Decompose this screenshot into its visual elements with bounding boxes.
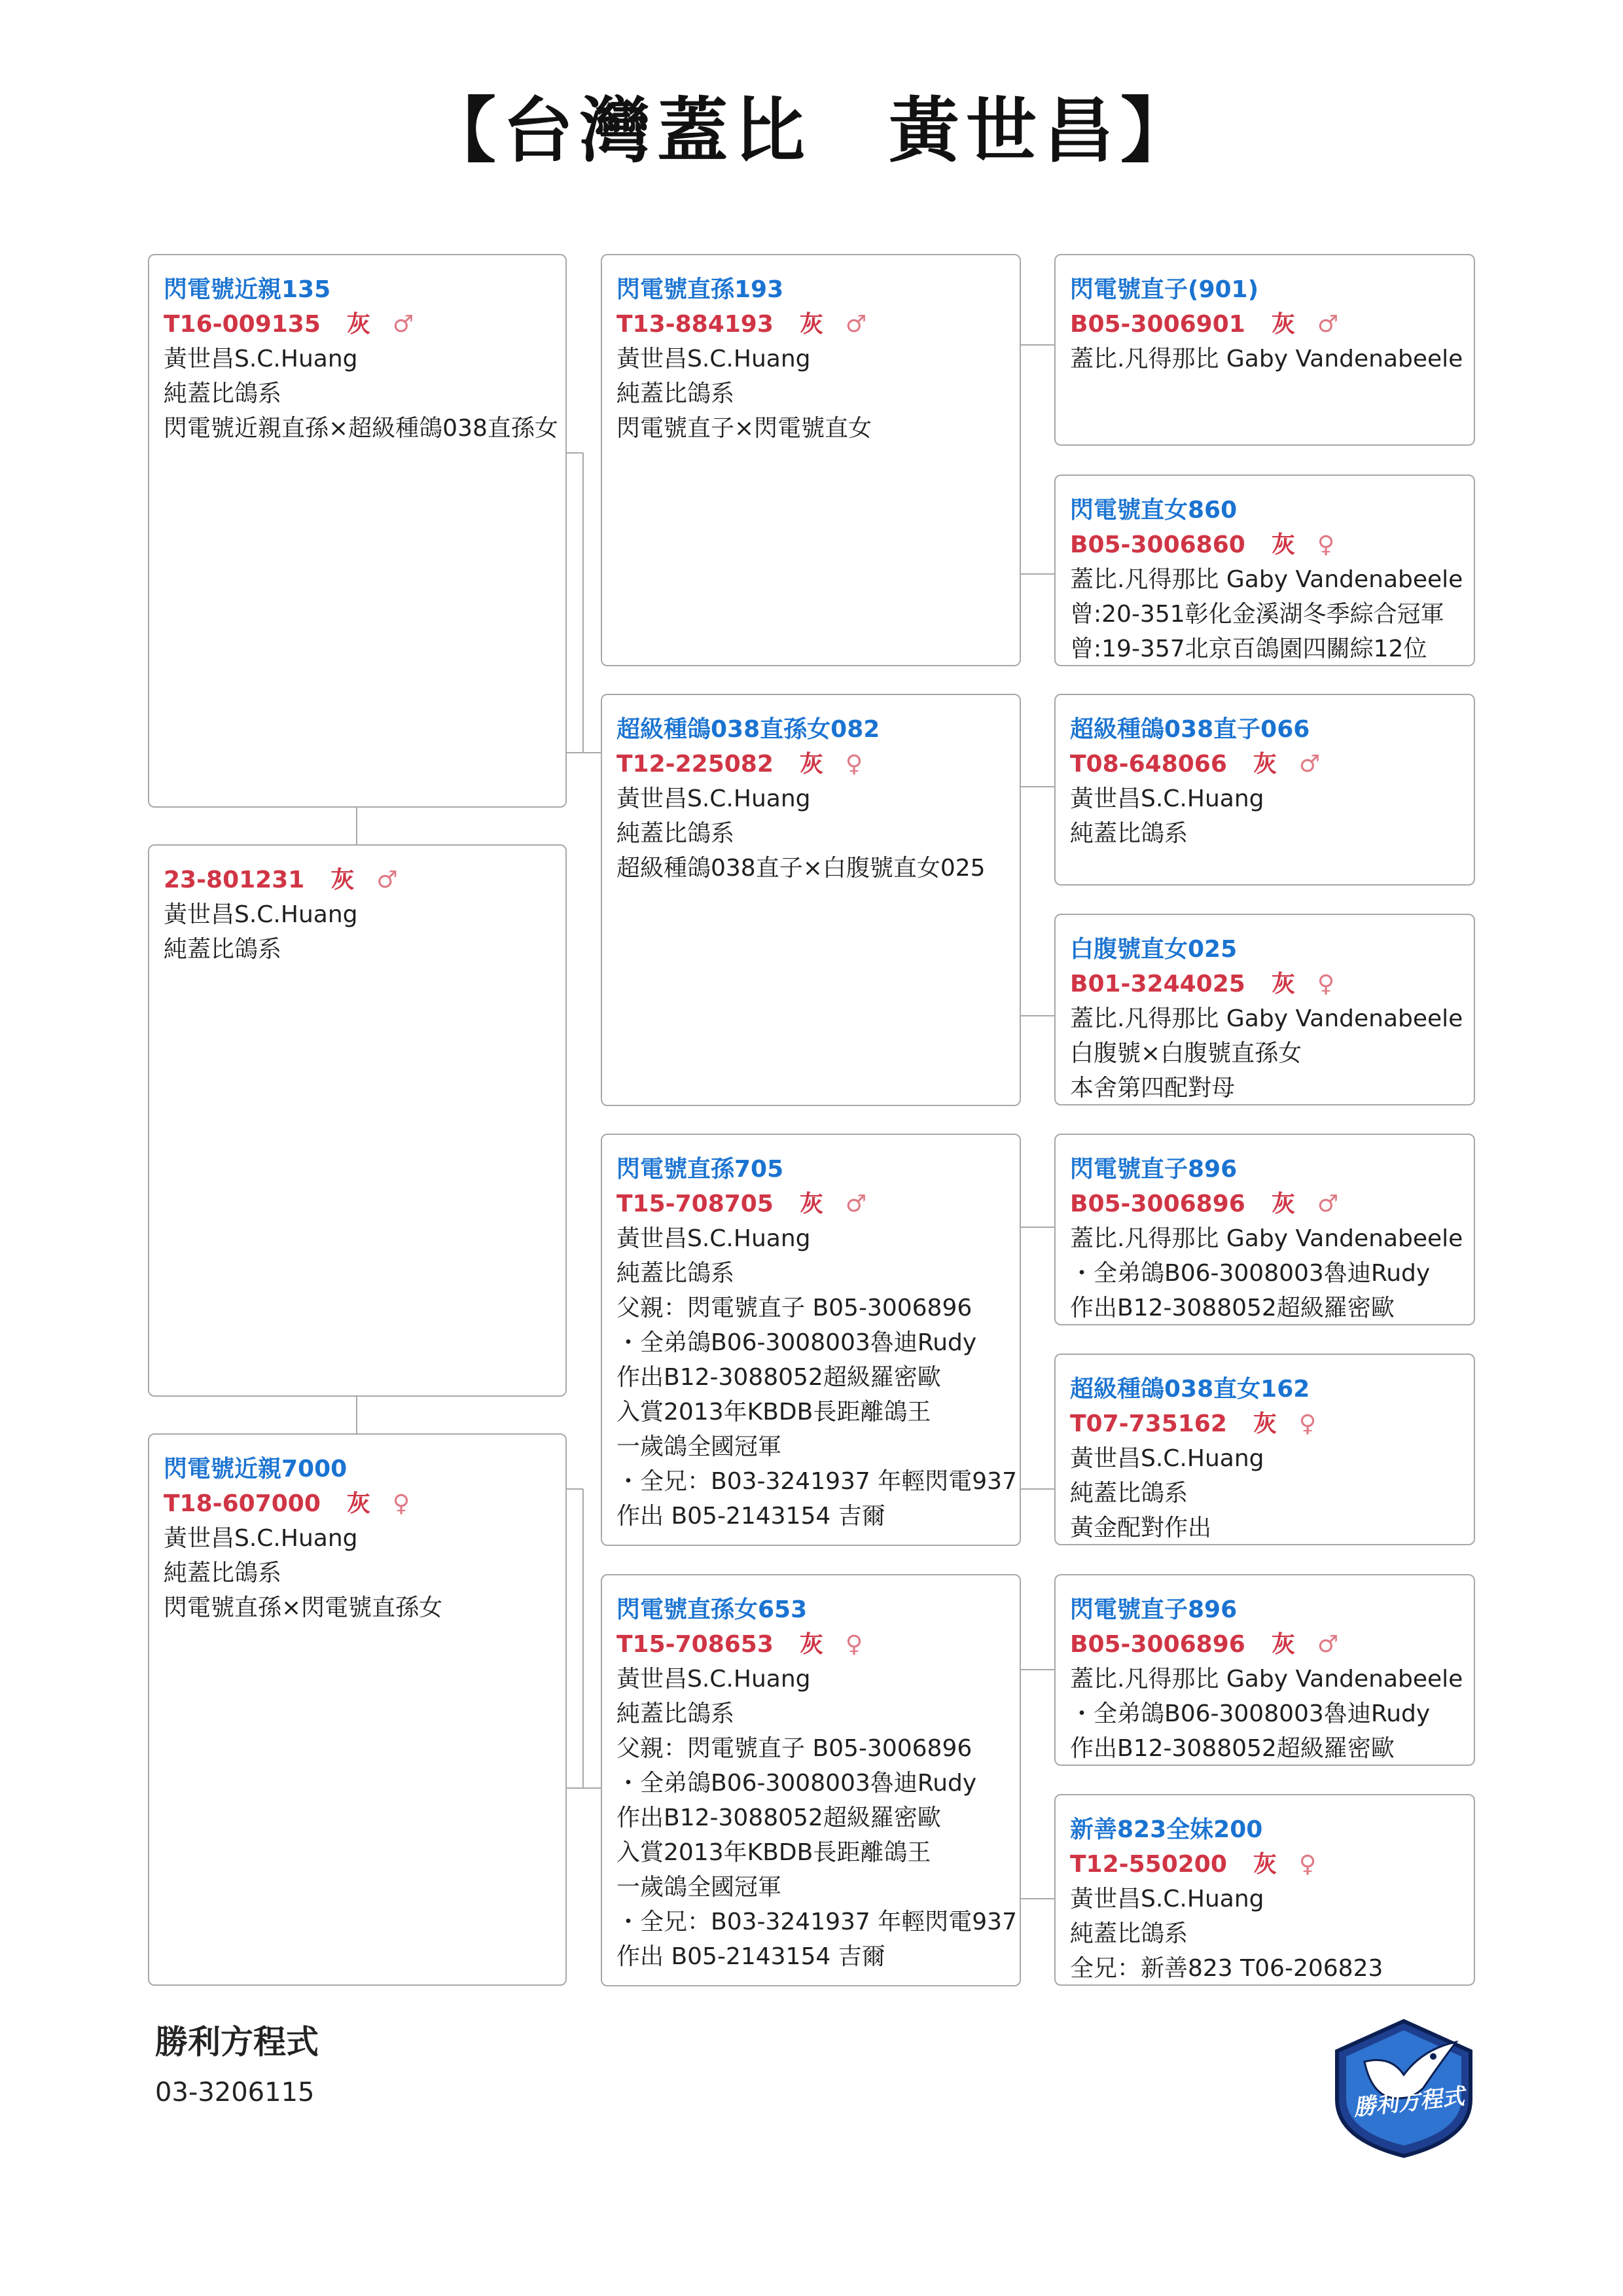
feather-color: 灰 [799, 311, 823, 338]
pigeon-info-line: ・全弟鴿B06-3008003魯迪Rudy [1070, 1260, 1431, 1287]
pigeon-info-line: 閃電號直子×閃電號直女 [616, 415, 872, 442]
pigeon-name: 閃電號近親7000 [164, 1456, 348, 1482]
pigeon-info-line: ・全弟鴿B06-3008003魯迪Rudy [616, 1329, 977, 1356]
pigeon-info-line: ・全兄：B03-3241937 年輕閃電937 [616, 1909, 1017, 1935]
pigeon-info-line: 黃世昌S.C.Huang [616, 346, 811, 372]
pigeon-info-line: 本舍第四配對母 [1070, 1075, 1236, 1102]
pigeon-info-line: 作出 B05-2143154 吉爾 [616, 1503, 885, 1530]
pigeon-info-line: 黃金配對作出 [1070, 1515, 1212, 1541]
feather-color: 灰 [1253, 1851, 1277, 1878]
pigeon-info-line: 曾:19-357北京百鴿園四關綜12位 [1070, 636, 1427, 662]
pigeon-info-line: 純蓋比鴿系 [1070, 820, 1188, 847]
ring-number: T13-884193 [616, 311, 774, 338]
pigeon-name: 超級種鴿038直女162 [1070, 1376, 1310, 1403]
pigeon-info-line: 蓋比.凡得那比 Gaby Vandenabeele [1070, 566, 1463, 593]
ring-number: 23-801231 [164, 867, 305, 893]
pigeon-card-g2-1 [601, 254, 1021, 666]
pigeon-info-line: 一歲鴿全國冠軍 [616, 1433, 782, 1460]
feather-color: 灰 [1271, 311, 1295, 338]
pigeon-card-g3-6 [1054, 1354, 1475, 1545]
feather-color: 灰 [330, 867, 355, 893]
ring-number: T12-550200 [1070, 1851, 1227, 1878]
female-icon: ♀ [845, 1631, 863, 1658]
pigeon-info-line: 蓋比.凡得那比 Gaby Vandenabeele [1070, 1225, 1463, 1252]
pigeon-card-g2-4 [601, 1574, 1021, 1986]
pigeon-name: 超級種鴿038直孫女082 [616, 716, 880, 743]
pigeon-card-g3-4 [1054, 914, 1475, 1105]
ring-number: B01-3244025 [1070, 971, 1245, 997]
pigeon-info-line: 蓋比.凡得那比 Gaby Vandenabeele [1070, 1005, 1463, 1032]
male-icon: ♂ [1298, 751, 1321, 778]
pigeon-info-line: 作出B12-3088052超級羅密歐 [616, 1364, 941, 1391]
pigeon-info-line: 一歲鴿全國冠軍 [616, 1874, 782, 1901]
pigeon-info-line: 蓋比.凡得那比 Gaby Vandenabeele [1070, 1666, 1463, 1693]
female-icon: ♀ [845, 751, 863, 778]
pigeon-card-dam [148, 1433, 567, 1986]
ring-number: T18-607000 [164, 1490, 321, 1517]
ring-line [616, 747, 1005, 781]
pigeon-info-line: 閃電號近親直孫×超級種鴿038直孫女 [164, 415, 558, 442]
pigeon-name: 閃電號直子896 [1070, 1596, 1238, 1623]
ring-number: T07-735162 [1070, 1410, 1227, 1437]
pigeon-name: 超級種鴿038直子066 [1070, 716, 1310, 743]
feather-color: 灰 [799, 751, 823, 778]
pigeon-info-line: 純蓋比鴿系 [616, 820, 735, 847]
ring-number: T16-009135 [164, 311, 321, 338]
pigeon-info-line: 黃世昌S.C.Huang [164, 346, 358, 372]
pigeon-card-g3-1 [1054, 254, 1475, 446]
pigeon-info-line: 作出B12-3088052超級羅密歐 [616, 1804, 941, 1831]
ring-line [164, 307, 551, 342]
ring-line [616, 1187, 1005, 1221]
ring-line [164, 863, 551, 897]
ring-number: T12-225082 [616, 751, 774, 778]
female-icon: ♀ [1298, 1851, 1317, 1878]
pigeon-info-line: 黃世昌S.C.Huang [1070, 785, 1264, 812]
male-icon: ♂ [1317, 1631, 1339, 1658]
ring-number: T08-648066 [1070, 751, 1227, 778]
pigeon-card-g3-5 [1054, 1134, 1475, 1325]
pigeon-info-line: 純蓋比鴿系 [164, 1560, 282, 1587]
footer-phone: 03-3206115 [155, 2077, 315, 2108]
ring-number: T15-708705 [616, 1191, 774, 1217]
female-icon: ♀ [1317, 971, 1335, 997]
pigeon-info-line: 黃世昌S.C.Huang [1070, 1445, 1264, 1472]
pigeon-info-line: ・全弟鴿B06-3008003魯迪Rudy [1070, 1700, 1431, 1727]
pigeon-info-line: 純蓋比鴿系 [616, 380, 735, 407]
pigeon-name: 閃電號直孫193 [616, 276, 784, 303]
feather-color: 灰 [1253, 751, 1277, 778]
pigeon-card-g2-2 [601, 694, 1021, 1106]
ring-number: B05-3006896 [1070, 1631, 1245, 1658]
pigeon-info-line: 作出B12-3088052超級羅密歐 [1070, 1735, 1395, 1762]
feather-color: 灰 [1271, 1191, 1295, 1217]
pigeon-name: 閃電號直孫女653 [616, 1596, 808, 1623]
page-title: 【台灣蓋比 黃世昌】 [425, 90, 1198, 172]
pigeon-card-subject [148, 254, 567, 808]
footer-company-name: 勝利方程式 [155, 2023, 319, 2061]
pigeon-name: 閃電號直女860 [1070, 497, 1238, 524]
pigeon-info-line: ・全兄：B03-3241937 年輕閃電937 [616, 1468, 1017, 1495]
pigeon-info-line: 黃世昌S.C.Huang [616, 785, 811, 812]
pigeon-card-g3-8 [1054, 1794, 1475, 1986]
male-icon: ♂ [1317, 311, 1339, 338]
pigeon-info-line: 父親：閃電號直子 B05-3006896 [616, 1735, 972, 1762]
logo-text: 勝利方程式 [1352, 2083, 1466, 2121]
pigeon-info-line: 曾:20-351彰化金溪湖冬季綜合冠軍 [1070, 601, 1444, 628]
ring-number: B05-3006896 [1070, 1191, 1245, 1217]
pigeon-card-g2-3 [601, 1134, 1021, 1546]
pigeon-info-line: ・全弟鴿B06-3008003魯迪Rudy [616, 1770, 977, 1797]
pigeon-info-line: 超級種鴿038直子×白腹號直女025 [616, 855, 986, 882]
feather-color: 灰 [1253, 1410, 1277, 1437]
pigeon-info-line: 純蓋比鴿系 [164, 380, 282, 407]
female-icon: ♀ [1298, 1410, 1317, 1437]
ring-line [164, 1486, 551, 1521]
female-icon: ♀ [1317, 531, 1335, 558]
pigeon-card-sire [148, 844, 567, 1397]
pigeon-info-line: 純蓋比鴿系 [616, 1700, 735, 1727]
pigeon-card-g3-3 [1054, 694, 1475, 886]
pigeon-info-line: 黃世昌S.C.Huang [164, 901, 358, 928]
pigeon-card-g3-2 [1054, 475, 1475, 666]
pigeon-name: 閃電號直子(901) [1070, 276, 1259, 303]
pigeon-info-line: 純蓋比鴿系 [1070, 1480, 1188, 1507]
feather-color: 灰 [1271, 1631, 1295, 1658]
ring-line [1070, 528, 1459, 562]
ring-number: B05-3006901 [1070, 311, 1245, 338]
pigeon-info-line: 作出B12-3088052超級羅密歐 [1070, 1295, 1395, 1321]
pigeon-name: 白腹號直女025 [1070, 936, 1238, 963]
pigeon-name: 閃電號直孫705 [616, 1156, 784, 1183]
pigeon-info-line: 純蓋比鴿系 [616, 1260, 735, 1287]
pigeon-info-line: 入賞2013年KBDB長距離鴿王 [616, 1399, 931, 1426]
ring-line [1070, 747, 1459, 781]
pigeon-info-line: 黃世昌S.C.Huang [1070, 1886, 1264, 1912]
feather-color: 灰 [346, 1490, 370, 1517]
pigeon-info-line: 父親：閃電號直子 B05-3006896 [616, 1295, 972, 1321]
ring-number: T15-708653 [616, 1631, 774, 1658]
ring-line [1070, 1627, 1459, 1662]
male-icon: ♂ [376, 867, 398, 893]
ring-line [616, 1627, 1005, 1662]
ring-line [1070, 967, 1459, 1001]
feather-color: 灰 [799, 1191, 823, 1217]
ring-line [1070, 1187, 1459, 1221]
pigeon-info-line: 純蓋比鴿系 [164, 936, 282, 963]
ring-number: B05-3006860 [1070, 531, 1245, 558]
male-icon: ♂ [392, 311, 414, 338]
pigeon-info-line: 全兄：新善823 T06-206823 [1070, 1955, 1383, 1982]
ring-line [1070, 307, 1459, 342]
pigeon-info-line: 黃世昌S.C.Huang [164, 1525, 358, 1552]
feather-color: 灰 [799, 1631, 823, 1658]
feather-color: 灰 [1271, 971, 1295, 997]
ring-line [1070, 1847, 1459, 1882]
pigeon-info-line: 蓋比.凡得那比 Gaby Vandenabeele [1070, 346, 1463, 372]
female-icon: ♀ [392, 1490, 410, 1517]
pigeon-info-line: 作出 B05-2143154 吉爾 [616, 1943, 885, 1970]
male-icon: ♂ [845, 1191, 867, 1217]
pigeon-info-line: 純蓋比鴿系 [1070, 1920, 1188, 1947]
male-icon: ♂ [845, 311, 867, 338]
pigeon-info-line: 黃世昌S.C.Huang [616, 1225, 811, 1252]
ring-line [616, 307, 1005, 342]
pigeon-info-line: 黃世昌S.C.Huang [616, 1666, 811, 1693]
pigeon-card-g3-7 [1054, 1574, 1475, 1766]
pigeon-info-line: 白腹號×白腹號直孫女 [1070, 1040, 1302, 1067]
feather-color: 灰 [1271, 531, 1295, 558]
pigeon-name: 閃電號直子896 [1070, 1156, 1238, 1183]
pigeon-name: 新善823全妹200 [1070, 1816, 1263, 1843]
feather-color: 灰 [346, 311, 370, 338]
pigeon-info-line: 閃電號直孫×閃電號直孫女 [164, 1594, 443, 1621]
ring-line [1070, 1407, 1459, 1441]
pigeon-info-line: 入賞2013年KBDB長距離鴿王 [616, 1839, 931, 1866]
male-icon: ♂ [1317, 1191, 1339, 1217]
pigeon-name: 閃電號近親135 [164, 276, 331, 303]
